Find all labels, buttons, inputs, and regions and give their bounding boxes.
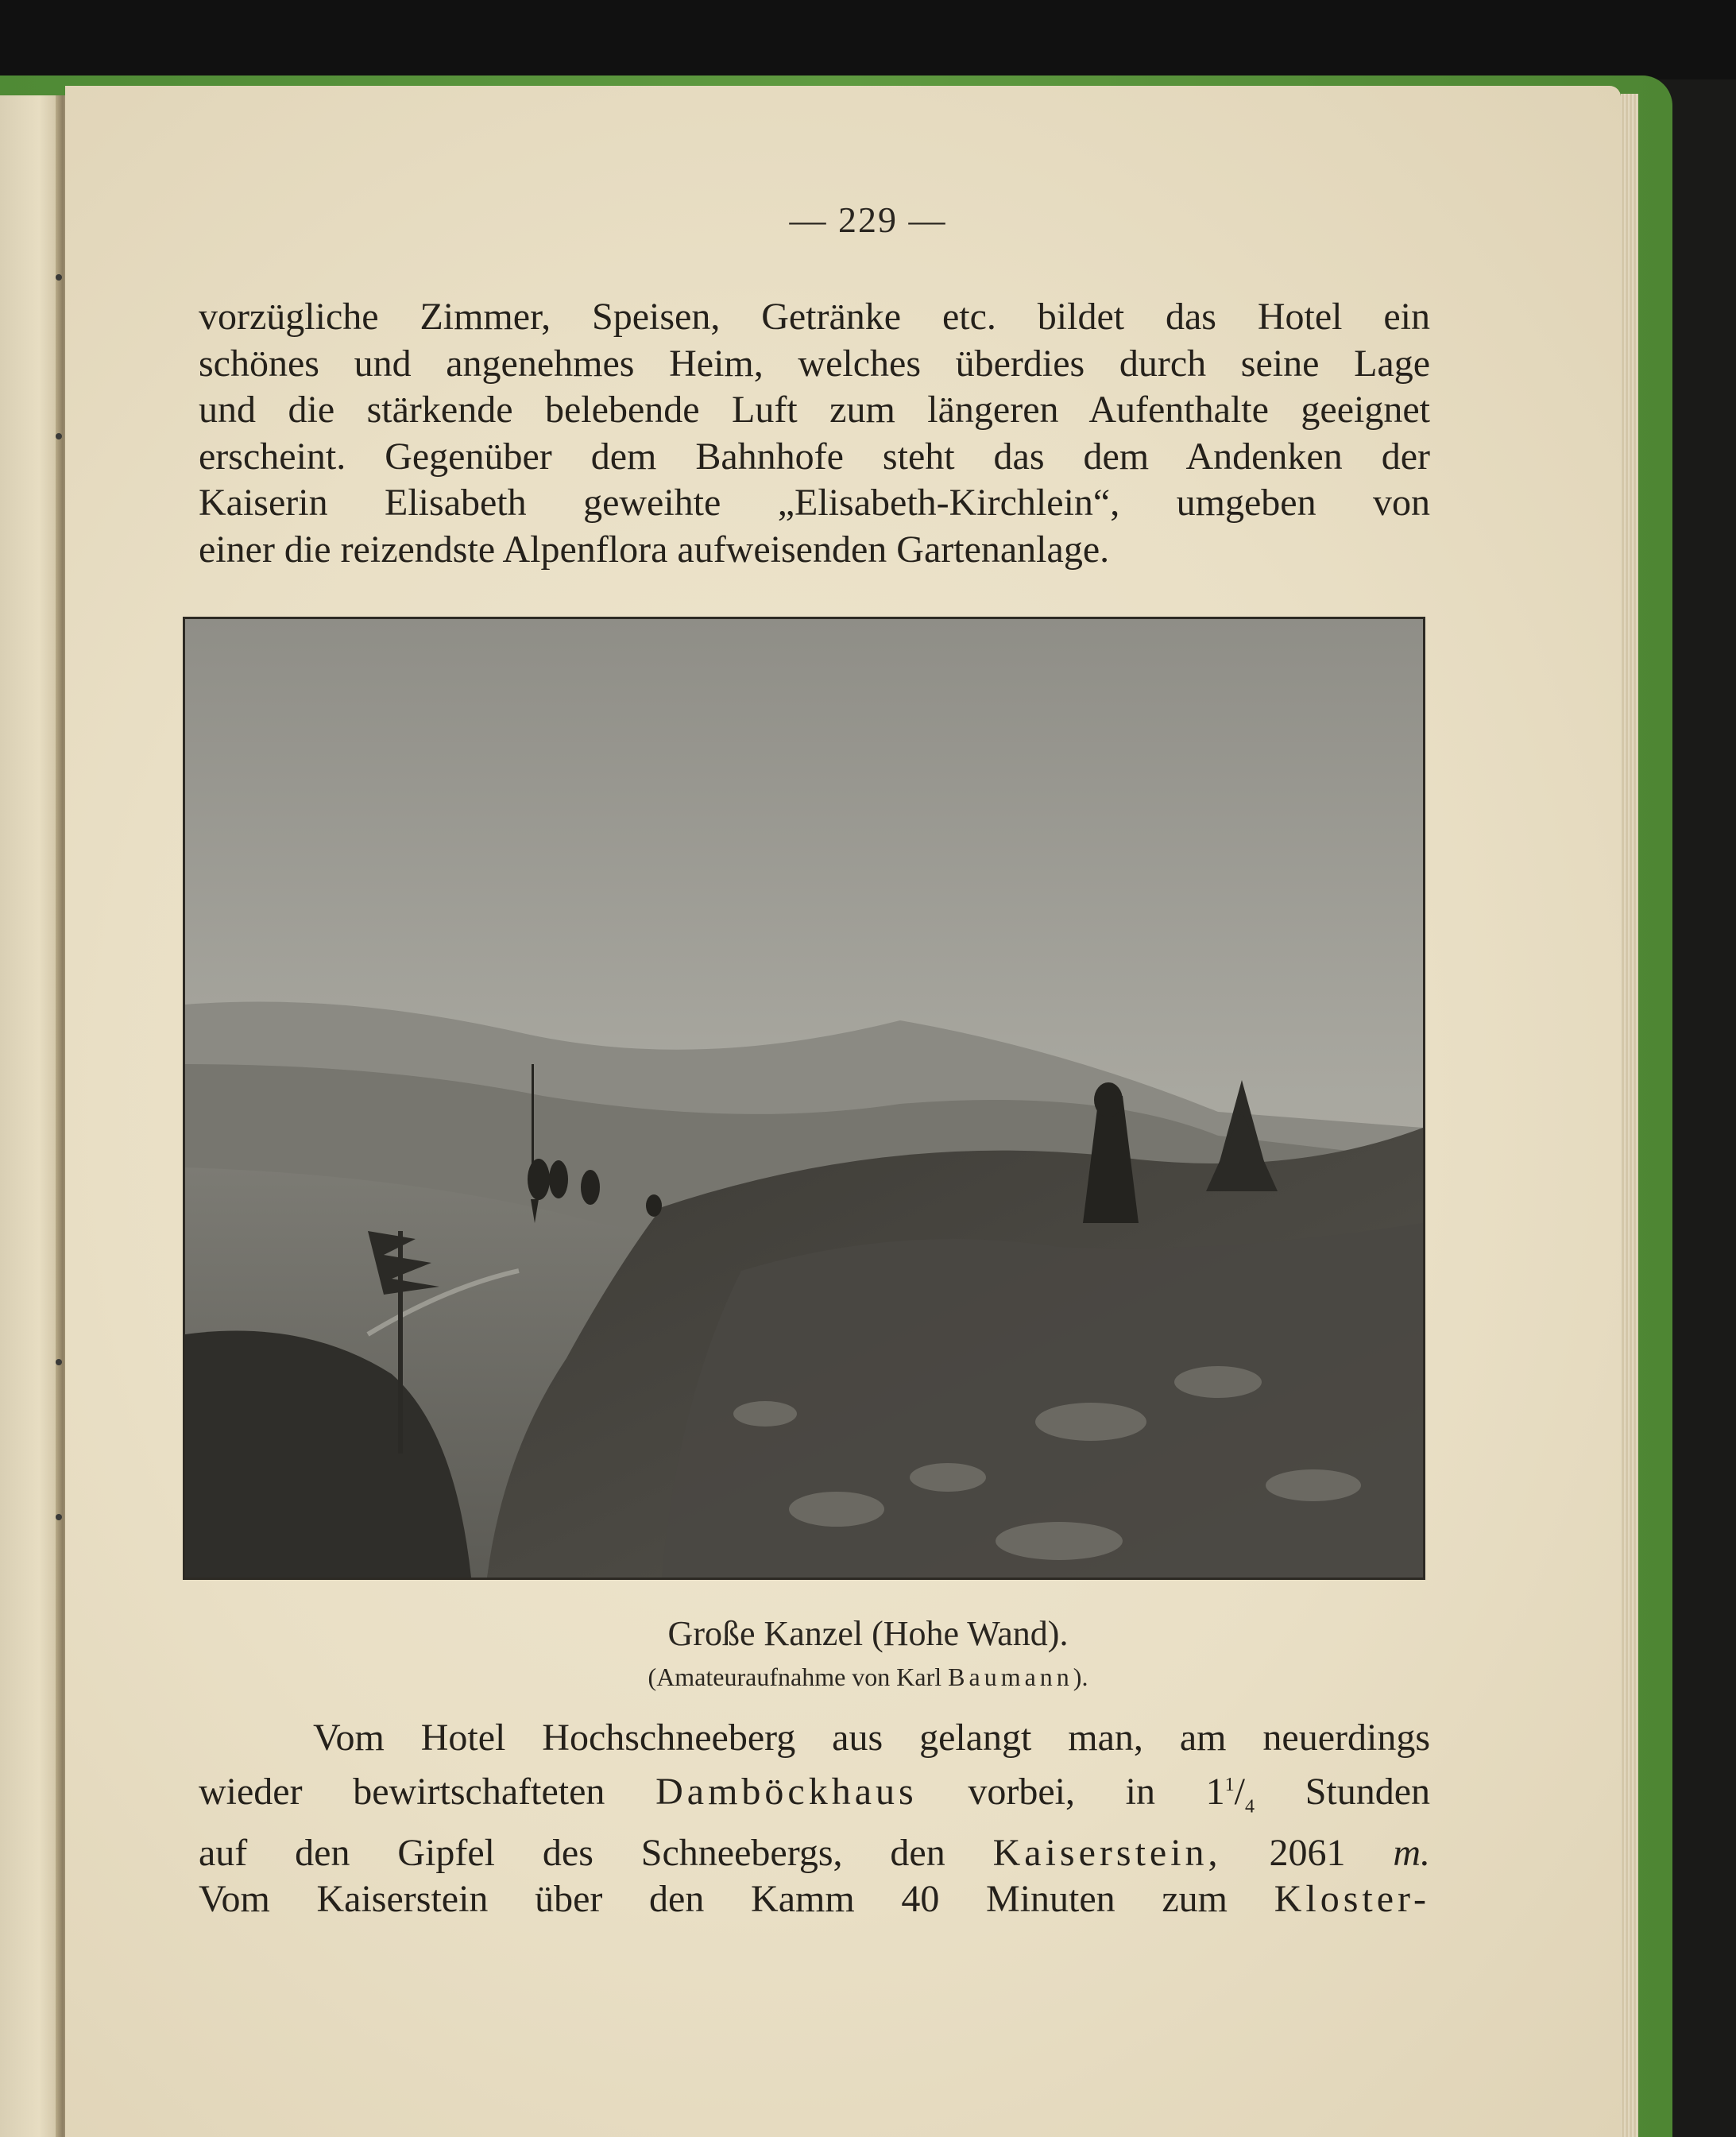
text-segment: auf den Gipfel des Schneebergs, den	[199, 1831, 945, 1874]
altitude-value: 2061	[1269, 1831, 1346, 1874]
caption-credit-prefix: (Amateuraufnahme von Karl	[648, 1663, 949, 1691]
margin-mark	[56, 1359, 62, 1365]
spaced-name-kaiserstein: Kaiserstein,	[992, 1831, 1222, 1874]
text-segment: wieder bewirtschafteten	[199, 1770, 605, 1813]
text-line: und die stärkende belebende Luft zum längeren Aufenthalte geeignet	[199, 389, 1430, 431]
fraction-one-quarter: $^1/_4$	[1224, 1770, 1255, 1818]
background-dark	[0, 0, 1736, 79]
fraction-numerator: 1	[1224, 1774, 1235, 1795]
text-line: einer die reizendste Alpenflora aufweisenden Gartenanlage.	[199, 528, 1110, 571]
text-line	[199, 1762, 1430, 1830]
text-line	[199, 1876, 1430, 1923]
altitude-unit: m.	[1393, 1831, 1431, 1874]
margin-mark	[56, 1514, 62, 1520]
margin-mark	[56, 274, 62, 281]
figure-caption-credit	[0, 1663, 1736, 1692]
caption-credit-suffix: ).	[1073, 1663, 1088, 1691]
text-segment: Vom Kaiserstein über den Kamm 40 Minuten zum	[199, 1878, 1228, 1921]
text-line: Kaiserin Elisabeth geweihte „Elisabeth-Kirchlein“, umgeben von	[199, 482, 1430, 524]
paragraph-route-description	[199, 1715, 1430, 1923]
text-segment: Stunden	[1305, 1770, 1431, 1813]
fraction-denominator: 4	[1245, 1796, 1255, 1818]
photo-grosse-kanzel	[183, 617, 1425, 1580]
paragraph-hotel-description	[199, 294, 1430, 573]
caption-credit-name: Baumann	[948, 1663, 1073, 1691]
text-line: vorzügliche Zimmer, Speisen, Getränke etc. bildet das Hotel ein	[199, 296, 1430, 338]
page-stack-edges	[1621, 94, 1638, 2137]
spaced-word-kloster: Kloster-	[1274, 1878, 1431, 1921]
spaced-name-damboeckhaus: Damböckhaus	[655, 1770, 918, 1813]
page-number: — 229 —	[789, 199, 947, 240]
margin-mark	[56, 433, 62, 439]
text-line: schönes und angenehmes Heim, welches überdies durch seine Lage	[199, 342, 1430, 385]
figure-caption-title: Große Kanzel (Hohe Wand).	[667, 1614, 1069, 1653]
text-line	[199, 1830, 1430, 1877]
text-segment: vorbei, in 1	[968, 1770, 1225, 1813]
text-line: Vom Hotel Hochschneeberg aus gelangt man, am neuerdings	[313, 1717, 1430, 1759]
text-line: erscheint. Gegenüber dem Bahnhofe steht das dem Andenken der	[199, 435, 1430, 478]
